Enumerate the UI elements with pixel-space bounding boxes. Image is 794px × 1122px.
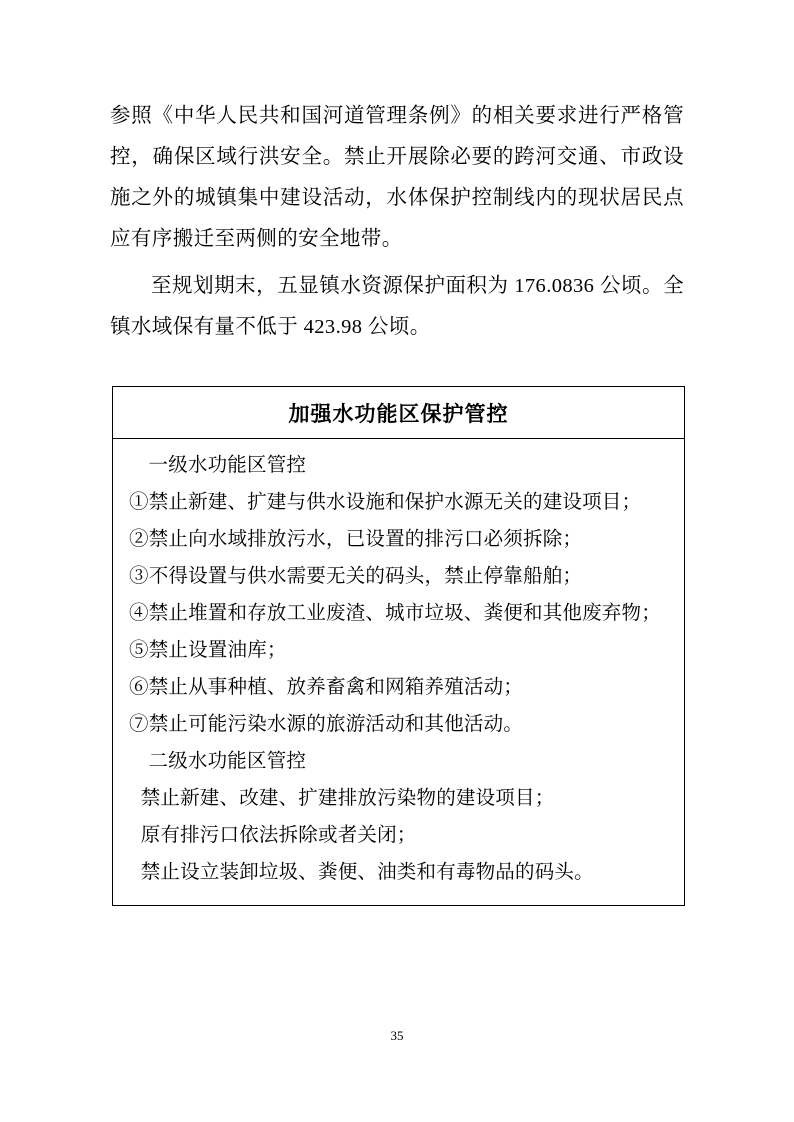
box-line: ⑦禁止可能污染水源的旅游活动和其他活动。 [129, 714, 524, 735]
body-text-block [110, 96, 684, 348]
box-line: ③不得设置与供水需要无关的码头，禁止停靠船舶； [129, 566, 583, 587]
paragraph-2: 至规划期末，五显镇水资源保护面积为 176.0836 公顷。全镇水域保有量不低于 423.98 公顷。 [110, 275, 684, 338]
box-line: ②禁止向水域排放污水，已设置的排污口必须拆除； [129, 529, 583, 550]
box-line: ④禁止堆置和存放工业废渣、城市垃圾、粪便和其他废弃物； [129, 603, 661, 624]
box-line: 二级水功能区管控 [148, 751, 307, 772]
box-line: 一级水功能区管控 [148, 455, 307, 476]
box-line: 禁止新建、改建、扩建排放污染物的建设项目； [140, 788, 555, 809]
box-line: 原有排污口依法拆除或者关闭； [140, 825, 417, 846]
box-line: ⑥禁止从事种植、放养畜禽和网箱养殖活动； [129, 677, 524, 698]
box-line: ⑤禁止设置油库； [129, 640, 287, 661]
box-line: 禁止设立装卸垃圾、粪便、油类和有毒物品的码头。 [140, 862, 594, 883]
callout-box-title: 加强水功能区保护管控 [113, 387, 684, 439]
paragraph-1: 参照《中华人民共和国河道管理条例》的相关要求进行严格管控，确保区域行洪安全。禁止开展除必要的跨河交通、市政设施之外的城镇集中建设活动，水体保护控制线内的现状居民点应有序搬迁至两侧的安全地带。 [110, 105, 684, 250]
box-line: ①禁止新建、扩建与供水设施和保护水源无关的建设项目； [129, 492, 642, 513]
callout-box [112, 386, 685, 906]
page-number: 35 [390, 1028, 404, 1043]
callout-box-body [113, 439, 684, 905]
